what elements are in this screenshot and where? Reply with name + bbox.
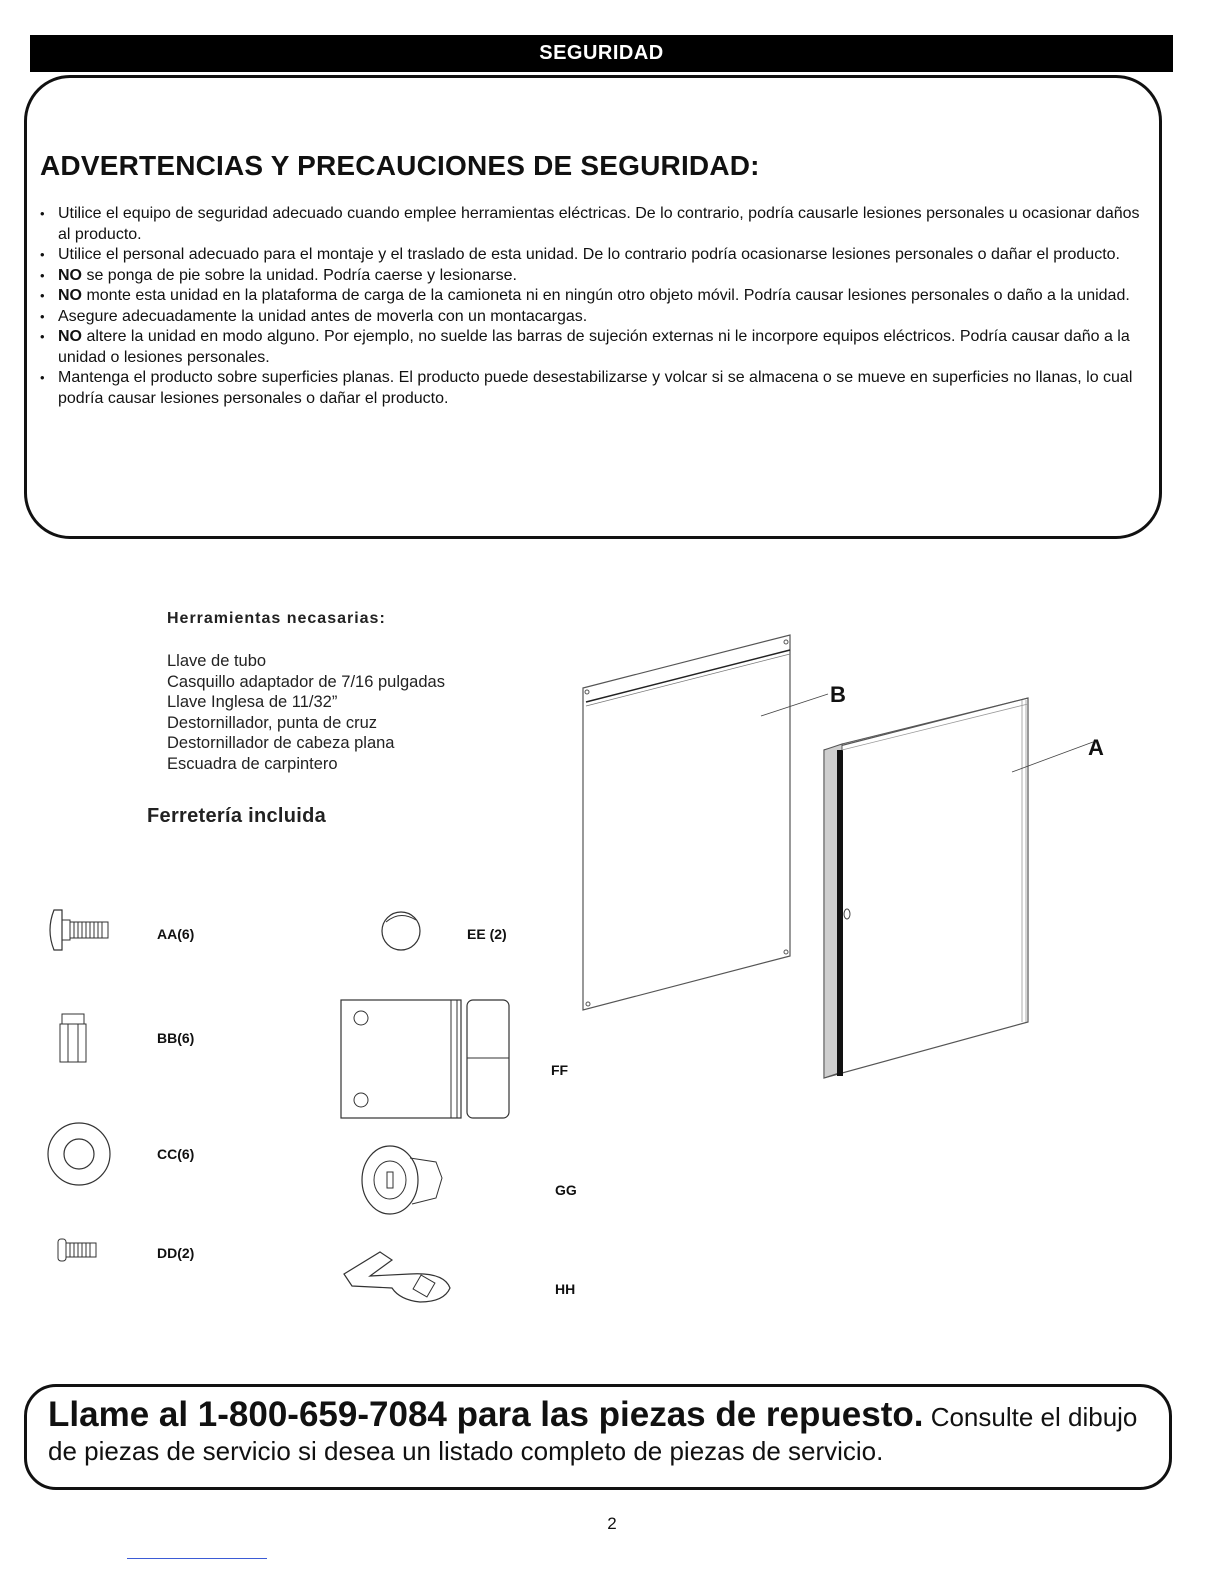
- part-label-bb: BB(6): [157, 1030, 195, 1046]
- warning-list: [34, 204, 1142, 409]
- part-label-gg: GG: [555, 1182, 577, 1198]
- part-label-dd: DD(2): [157, 1245, 195, 1261]
- screw-icon: [56, 1237, 100, 1263]
- section-header-title: SEGURIDAD: [539, 42, 664, 64]
- warning-item: • NO monte esta unidad en la plataforma de carga de la camioneta ni en ningún otro objeto móvil. Podría causar lesiones personales o daño a la unidad.: [34, 286, 1142, 307]
- warning-item: • Utilice el personal adecuado para el montaje y el traslado de esta unidad. De lo contrario podría ocasionarse lesiones personales o dañar el producto.: [34, 245, 1142, 266]
- part-label-cc: CC(6): [157, 1146, 195, 1162]
- cam-lever-icon: [340, 1244, 454, 1306]
- part-label-aa: AA(6): [157, 926, 195, 942]
- tools-title: Herramientas necasarias:: [167, 610, 386, 627]
- footer-note: Consulte el dibujo de piezas de servicio si desea un listado completo de piezas de servicio.: [48, 1402, 1138, 1466]
- divider: [127, 1558, 267, 1559]
- tool-item: Llave Inglesa de 11/32”: [167, 693, 338, 711]
- tool-item: Destornillador de cabeza plana: [167, 734, 395, 752]
- page-number: 2: [607, 1514, 617, 1533]
- warning-item: • NO se ponga de pie sobre la unidad. Podría caerse y lesionarse.: [34, 266, 1142, 287]
- hardware-title: Ferretería incluida: [147, 805, 327, 827]
- label-a: A: [1088, 735, 1104, 760]
- bracket-icon: [339, 998, 514, 1120]
- warning-item: • Utilice el equipo de seguridad adecuado cuando emplee herramientas eléctricas. De lo contrario, podría causarle lesiones personales u ocasionar daños al producto.: [34, 204, 1142, 245]
- footer-phone-callout: Llame al 1-800-659-7084 para las piezas de repuesto.: [48, 1395, 924, 1434]
- part-label-ee: EE (2): [467, 926, 507, 942]
- warning-item: • Mantenga el producto sobre superficies planas. El producto puede desestabilizarse y volcar si se almacena o se mueve en superficies no llanas, lo cual podría causar lesiones personales o dañar el producto.: [34, 368, 1142, 409]
- panel-a-diagram: [818, 692, 1033, 1082]
- panel-b-diagram: [580, 630, 810, 1015]
- lock-cylinder-icon: [356, 1138, 446, 1220]
- tool-item: Escuadra de carpintero: [167, 754, 338, 773]
- tools-list: [167, 651, 445, 774]
- footer-text: [48, 1395, 1148, 1468]
- part-label-ff: FF: [551, 1062, 569, 1078]
- washer-icon: [46, 1121, 112, 1187]
- warning-title: ADVERTENCIAS Y PRECAUCIONES DE SEGURIDAD:: [40, 150, 760, 181]
- section-header: [30, 35, 1173, 72]
- tool-item: Casquillo adaptador de 7/16 pulgadas: [167, 672, 445, 691]
- label-b: B: [830, 682, 846, 707]
- carriage-bolt-icon: [44, 905, 114, 955]
- warning-item: • Asegure adecuadamente la unidad antes de moverla con un montacargas.: [34, 307, 1142, 328]
- tool-item: Llave de tubo: [167, 652, 267, 670]
- plug-cap-icon: [380, 908, 424, 952]
- tool-item: Destornillador, punta de cruz: [167, 713, 378, 732]
- hex-nut-icon: [58, 1012, 88, 1064]
- part-label-hh: HH: [555, 1281, 576, 1297]
- warning-item: • NO altere la unidad en modo alguno. Por ejemplo, no suelde las barras de sujeción externas ni le incorpore equipos eléctricos. Podría causar daño a la unidad o lesiones personales.: [34, 327, 1142, 368]
